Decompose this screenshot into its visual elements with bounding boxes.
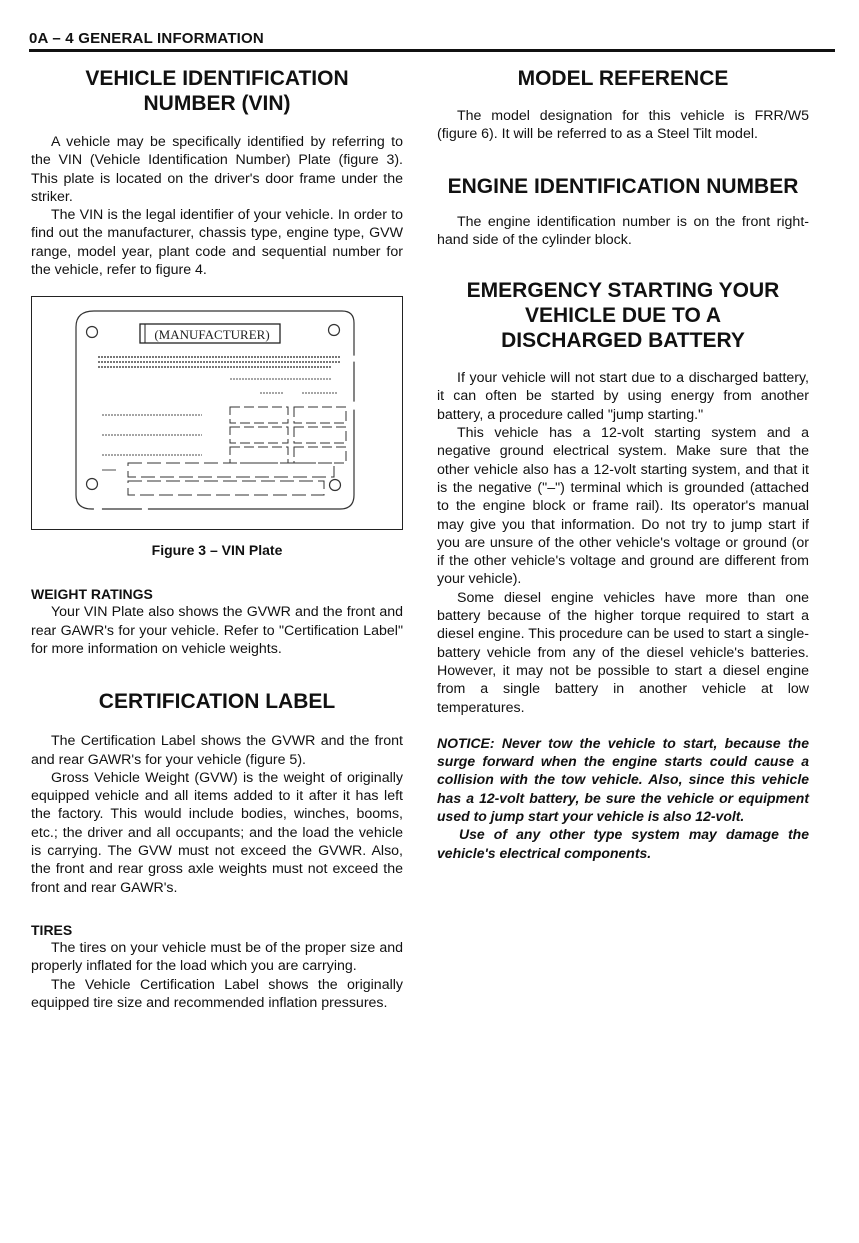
tires-paragraph-1: The tires on your vehicle must be of the proper size and properly inflated for the load which you are carrying. [31,939,403,975]
emergency-paragraph-1: If your vehicle will not start due to a discharged battery, it can often be started by using energy from another battery, a procedure called "jump starting." [437,370,809,423]
engine-id-heading: ENGINE IDENTIFICATION NUMBER [447,174,799,198]
vin-heading-line2: NUMBER (VIN) [143,92,291,115]
plate-manufacturer-label: (MANUFACTURER) [154,327,270,343]
right-column [437,66,809,862]
emergency-paragraph-2: This vehicle has a 12-volt starting system and a negative ground electrical system. Make sure that the other vehicle also has a 12-volt starting system, and that it is the negative ("–") terminal which is grounded (attached to the engine block or frame rail). Its operator's manual may give you that information. Do not try to jump start if you are unsure of the other vehicle's voltage or ground (or if the other vehicle's voltage and ground are different from your vehicle). [437,425,809,588]
engine-id-paragraph: The engine identification number is on the front right-hand side of the cylinder block. [437,213,809,248]
header-rule [29,49,835,52]
notice-paragraph-1: NOTICE: Never tow the vehicle to start, because the surge forward when the engine starts could cause a collision with the tow vehicle. Also, since this vehicle has a 12-volt battery, be sure the vehicle or equipment used to jump start your vehicle is also 12-volt. [437,734,809,825]
weight-ratings-heading: WEIGHT RATINGS [31,586,153,603]
certification-label-heading: CERTIFICATION LABEL [98,690,336,714]
weight-ratings-paragraph: Your VIN Plate also shows the GVWR and the front and rear GAWR's for your vehicle. Refer to "Certification Label" for more information on vehicle weights. [31,604,403,657]
emergency-paragraph-3: Some diesel engine vehicles have more than one battery because of the higher torque required to start a diesel engine. This procedure can be used to start a single-battery vehicle from any of the diesel vehicle's batteries. However, it may not be possible to start a diesel engine from a single battery in another vehicle at low temperatures. [437,589,809,716]
left-column [31,66,403,1012]
certification-paragraph-2: Gross Vehicle Weight (GVW) is the weight of originally equipped vehicle and all items added to it after it has left the factory. This would include bodies, winches, booms, etc.; the driver and all occupants; and the load the vehicle is carrying. The GVW must not exceed the GVWR. Also, the front and rear gross axle weights must not exceed the front and rear GAWR's. [31,769,403,896]
vin-heading [31,66,403,116]
model-reference-paragraph: The model designation for this vehicle is FRR/W5 (figure 6). It will be referred to as a Steel Tilt model. [437,108,809,143]
emergency-starting-heading [437,278,809,353]
emergency-heading-line3: DISCHARGED BATTERY [501,329,745,353]
model-reference-heading: MODEL REFERENCE [517,67,729,90]
page-header-title: 0A – 4 GENERAL INFORMATION [29,30,264,47]
vin-plate-drawing [32,297,402,529]
emergency-heading-line1: EMERGENCY STARTING YOUR [466,279,780,303]
figure-caption: Figure 3 – VIN Plate [151,542,283,559]
vin-plate-figure [31,296,403,530]
tires-heading: TIRES [31,921,73,938]
vin-paragraph-2: The VIN is the legal identifier of your vehicle. In order to find out the manufacturer, chassis type, engine type, GVW range, model year, plant code and sequential number for the vehicle, refer to figure 4. [31,207,403,279]
emergency-heading-line2: VEHICLE DUE TO A [524,304,722,328]
page-header [29,30,835,47]
vin-paragraph-1: A vehicle may be specifically identified by referring to the VIN (Vehicle Identification Number) Plate (figure 3). This plate is located on the driver's door frame under the striker. [31,134,403,205]
tires-paragraph-2: The Vehicle Certification Label shows the originally equipped tire size and recommended inflation pressures. [31,976,403,1011]
vin-heading-line1: VEHICLE IDENTIFICATION [85,67,349,90]
certification-paragraph-1: The Certification Label shows the GVWR and the front and rear GAWR's for your vehicle (figure 5). [31,733,403,768]
notice-paragraph-2: Use of any other type system may damage the vehicle's electrical components. [437,826,809,861]
